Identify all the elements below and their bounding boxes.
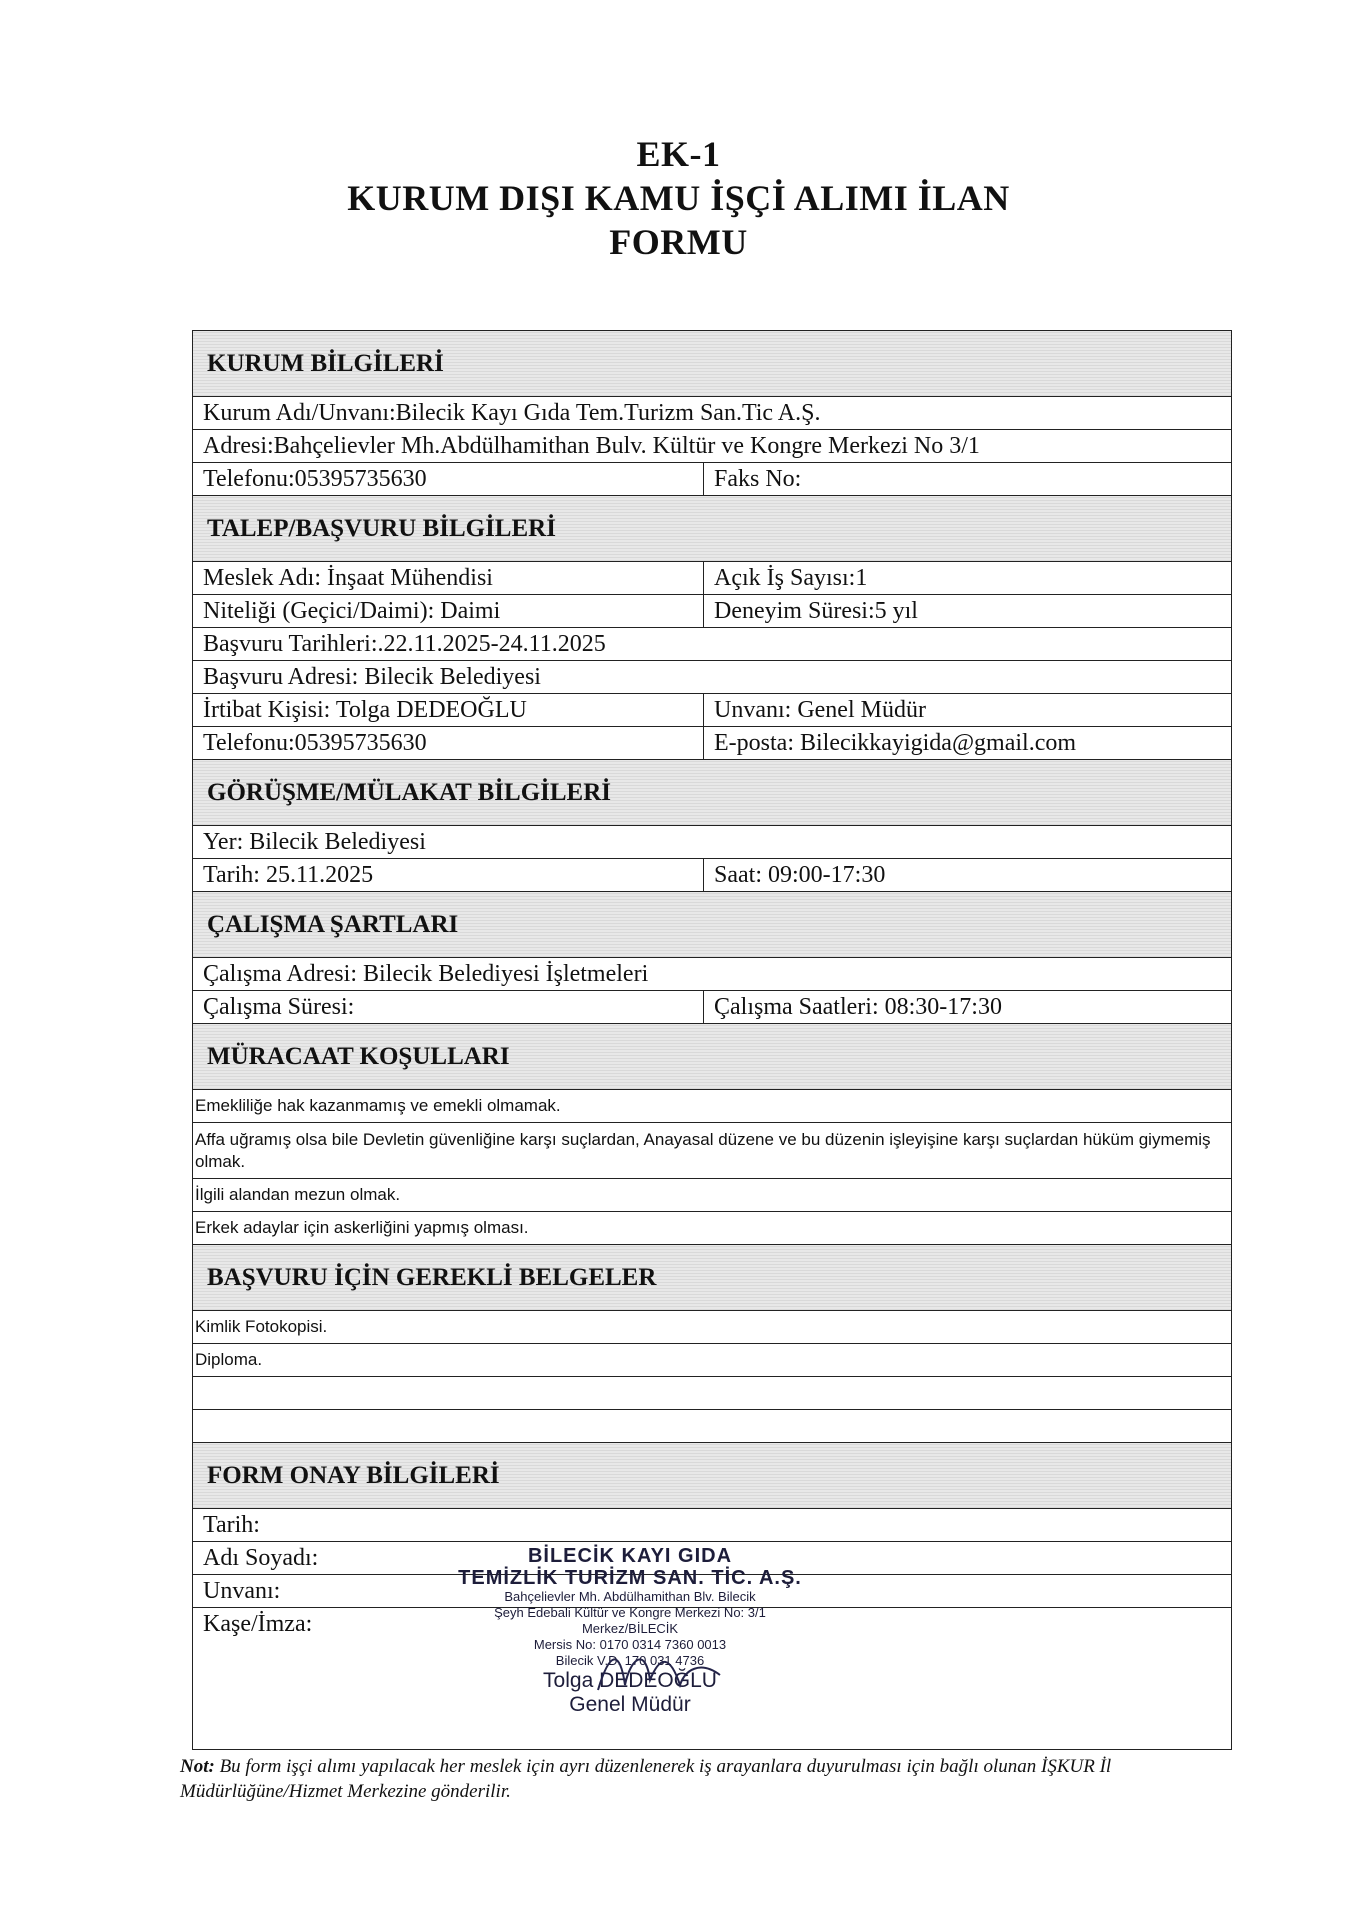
stamp-line8: Tolga DEDEOĞLU	[543, 1669, 717, 1692]
meslek-adi: Meslek Adı: İnşaat Mühendisi	[203, 564, 493, 591]
row-kurum-adres	[193, 430, 1231, 463]
row-kurum-adi	[193, 397, 1231, 430]
row-gorusme-tarih	[193, 859, 1231, 892]
section-form-onay: FORM ONAY BİLGİLERİ	[193, 1443, 1231, 1509]
footer-note	[180, 1754, 1200, 1804]
form-title-line1: KURUM DIŞI KAMU İŞÇİ ALIMI İLAN	[347, 178, 1010, 218]
section-kurum-bilgileri: KURUM BİLGİLERİ	[193, 331, 1231, 397]
document-title	[0, 132, 1357, 264]
basvuru-tarihleri: Başvuru Tarihleri:.22.11.2025-24.11.2025	[203, 630, 606, 657]
deneyim-suresi: Deneyim Süresi:5 yıl	[703, 595, 1233, 627]
muracaat-item-4: Erkek adaylar için askerliğini yapmış olması.	[195, 1218, 529, 1237]
list-item	[193, 1090, 1231, 1123]
list-item	[193, 1377, 1231, 1410]
kurum-adres: Adresi:Bahçelievler Mh.Abdülhamithan Bulv. Kültür ve Kongre Merkezi No 3/1	[203, 432, 980, 459]
list-item	[193, 1212, 1231, 1245]
stamp-line2: TEMİZLİK TURİZM SAN. TİC. A.Ş.	[458, 1567, 802, 1589]
calisma-suresi: Çalışma Süresi:	[203, 993, 355, 1020]
muracaat-item-1: Emekliliğe hak kazanmamış ve emekli olmamak.	[195, 1096, 561, 1115]
row-gorusme-yer	[193, 826, 1231, 859]
irtibat-unvan: Unvanı: Genel Müdür	[703, 694, 1233, 726]
row-irtibat	[193, 694, 1231, 727]
stamp-line4: Şeyh Edebali Kültür ve Kongre Merkezi No: 3/1	[494, 1605, 766, 1620]
gorusme-saat: Saat: 09:00-17:30	[703, 859, 1233, 891]
section-gorusme-mulakat: GÖRÜŞME/MÜLAKAT BİLGİLERİ	[193, 760, 1231, 826]
muracaat-item-2: Affa uğramış olsa bile Devletin güvenliğine karşı suçlardan, Anayasal düzene ve bu düzenin işleyişine karşı suçlardan hüküm giymemiş olmak.	[195, 1130, 1211, 1171]
acik-is-sayisi: Açık İş Sayısı:1	[703, 562, 1233, 594]
section-calisma-sartlari: ÇALIŞMA ŞARTLARI	[193, 892, 1231, 958]
list-item	[193, 1123, 1231, 1179]
list-item	[193, 1410, 1231, 1443]
stamp-line5: Merkez/BİLECİK	[581, 1621, 679, 1636]
row-basvuru-tarihleri	[193, 628, 1231, 661]
section-muracaat-kosullari: MÜRACAAT KOŞULLARI	[193, 1024, 1231, 1090]
stamp-line7: Bilecik V.D. 170 031 4736	[555, 1653, 705, 1668]
onay-kase-imza: Kaşe/İmza:	[203, 1611, 313, 1637]
row-basvuru-adresi	[193, 661, 1231, 694]
row-meslek	[193, 562, 1231, 595]
onay-unvani: Unvanı:	[203, 1577, 281, 1604]
stamp-line3: Bahçelievler Mh. Abdülhamithan Blv. Bilecik	[504, 1589, 756, 1604]
belge-item-4	[193, 1410, 1231, 1442]
list-item	[193, 1311, 1231, 1344]
note-label: Not:	[180, 1756, 215, 1777]
signature	[590, 1640, 730, 1700]
row-onay-tarih	[193, 1509, 1231, 1542]
note-text: Bu form işçi alımı yapılacak her meslek için ayrı düzenlenerek iş arayanlara duyurulması için bağlı olunan İŞKUR İl Müdürlüğüne/Hizmet Merkezine gönderilir.	[180, 1756, 1112, 1802]
gorusme-yer: Yer: Bilecik Belediyesi	[203, 828, 426, 855]
calisma-adresi: Çalışma Adresi: Bilecik Belediyesi İşletmeleri	[203, 960, 649, 987]
section-gerekli-belgeler: BAŞVURU İÇİN GEREKLİ BELGELER	[193, 1245, 1231, 1311]
row-calisma-suresi	[193, 991, 1231, 1024]
talep-eposta: E-posta: Bilecikkayigida@gmail.com	[703, 727, 1233, 759]
section-talep-basvuru: TALEP/BAŞVURU BİLGİLERİ	[193, 496, 1231, 562]
kurum-telefon: Telefonu:05395735630	[203, 465, 427, 492]
basvuru-adresi: Başvuru Adresi: Bilecik Belediyesi	[203, 663, 541, 690]
stamp-line6: Mersis No: 0170 0314 7360 0013	[533, 1637, 727, 1652]
kurum-faks: Faks No:	[703, 463, 1233, 495]
calisma-saatleri: Çalışma Saatleri: 08:30-17:30	[703, 991, 1233, 1023]
list-item	[193, 1344, 1231, 1377]
list-item	[193, 1179, 1231, 1212]
stamp-line9: Genel Müdür	[569, 1693, 691, 1716]
belge-item-2: Diploma.	[195, 1350, 263, 1369]
onay-adi-soyadi: Adı Soyadı:	[203, 1544, 319, 1571]
stamp-line1: BİLECİK KAYI GIDA	[527, 1545, 733, 1567]
row-calisma-adresi	[193, 958, 1231, 991]
gorusme-tarih: Tarih: 25.11.2025	[203, 861, 374, 888]
irtibat-kisisi: İrtibat Kişisi: Tolga DEDEOĞLU	[203, 696, 527, 723]
form-title-line2: FORMU	[609, 222, 748, 262]
belge-item-1: Kimlik Fotokopisi.	[195, 1317, 328, 1336]
form-code: EK-1	[636, 134, 721, 174]
muracaat-item-3: İlgili alandan mezun olmak.	[195, 1185, 401, 1204]
onay-tarih: Tarih:	[203, 1511, 260, 1538]
row-talep-telefon	[193, 727, 1231, 760]
talep-telefon: Telefonu:05395735630	[203, 729, 427, 756]
nitelik: Niteliği (Geçici/Daimi): Daimi	[203, 597, 501, 624]
row-kurum-telefon	[193, 463, 1231, 496]
belge-item-3	[193, 1377, 1231, 1409]
application-form	[192, 330, 1232, 1750]
row-nitelik	[193, 595, 1231, 628]
kurum-adi: Kurum Adı/Unvanı:Bilecik Kayı Gıda Tem.Turizm San.Tic A.Ş.	[203, 399, 821, 426]
